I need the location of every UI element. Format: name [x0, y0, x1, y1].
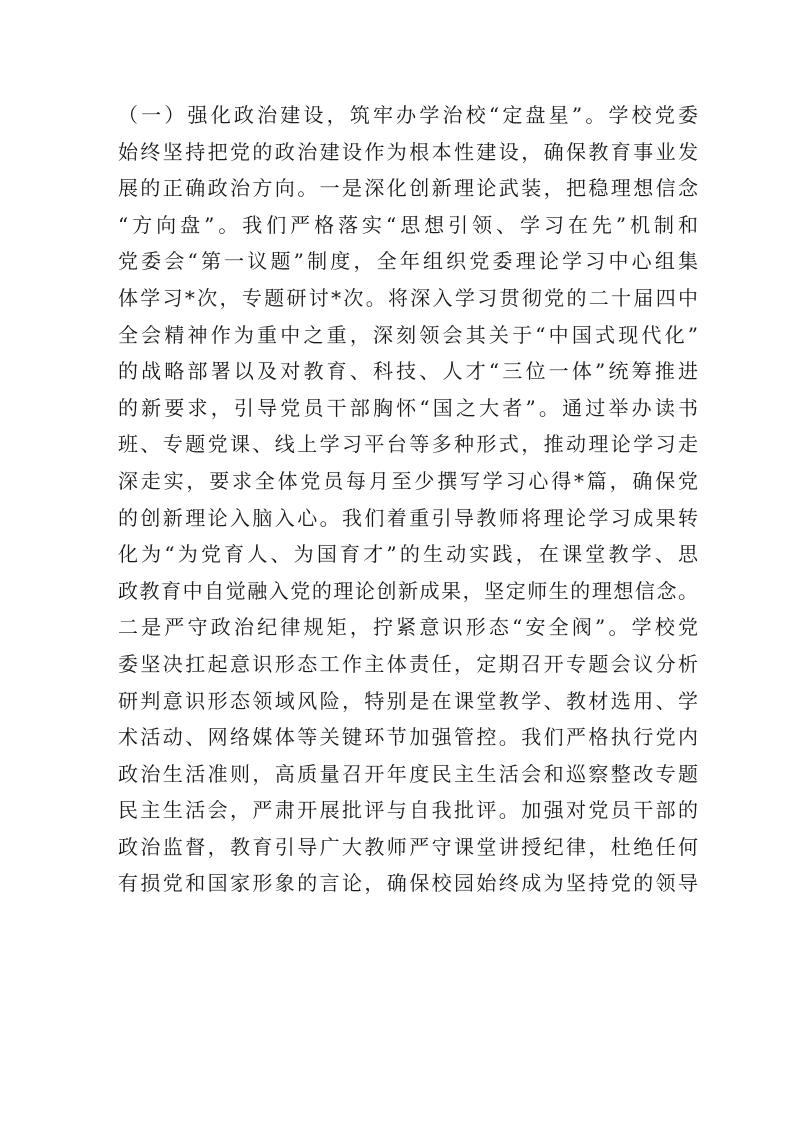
text-line: 展的正确政治方向。一是深化创新理论武装，把稳理想信念	[118, 176, 698, 201]
text-line: “方向盘”。我们严格落实“思想引领、学习在先”机制和	[118, 212, 698, 237]
text-line: 的战略部署以及对教育、科技、人才“三位一体”统筹推进	[118, 359, 698, 384]
text-line: 班、专题党课、线上学习平台等多种形式，推动理论学习走	[118, 432, 698, 457]
text-line: 政教育中自觉融入党的理论创新成果，坚定师生的理想信念。	[118, 578, 698, 603]
text-line: 政治监督，教育引导广大教师严守课堂讲授纪律，杜绝任何	[118, 834, 698, 859]
text-line: 体学习*次，专题研讨*次。将深入学习贯彻党的二十届四中	[118, 285, 698, 310]
text-line: 化为“为党育人、为国育才”的生动实践，在课堂教学、思	[118, 542, 698, 567]
text-line: 深走实，要求全体党员每月至少撰写学习心得*篇，确保党	[118, 468, 698, 493]
text-line: 委坚决扛起意识形态工作主体责任，定期召开专题会议分析	[118, 651, 698, 676]
text-line: 术活动、网络媒体等关键环节加强管控。我们严格执行党内	[118, 725, 698, 750]
text-line: 始终坚持把党的政治建设作为根本性建设，确保教育事业发	[118, 139, 698, 164]
text-line: 民主生活会，严肃开展批评与自我批评。加强对党员干部的	[118, 798, 698, 823]
text-line: 有损党和国家形象的言论，确保校园始终成为坚持党的领导	[118, 871, 698, 896]
text-line: 全会精神作为重中之重，深刻领会其关于“中国式现代化”	[118, 322, 698, 347]
text-line: 二是严守政治纪律规矩，拧紧意识形态“安全阀”。学校党	[118, 615, 698, 640]
text-line: 的创新理论入脑入心。我们着重引导教师将理论学习成果转	[118, 505, 698, 530]
text-line: 政治生活准则，高质量召开年度民主生活会和巡察整改专题	[118, 761, 698, 786]
text-line: （一）强化政治建设，筑牢办学治校“定盘星”。学校党委	[118, 103, 698, 127]
body-text	[118, 97, 698, 902]
text-line: 的新要求，引导党员干部胸怀“国之大者”。通过举办读书	[118, 395, 698, 420]
text-line: 研判意识形态领域风险，特别是在课堂教学、教材选用、学	[118, 688, 698, 713]
text-line: 党委会“第一议题”制度，全年组织党委理论学习中心组集	[118, 249, 698, 274]
